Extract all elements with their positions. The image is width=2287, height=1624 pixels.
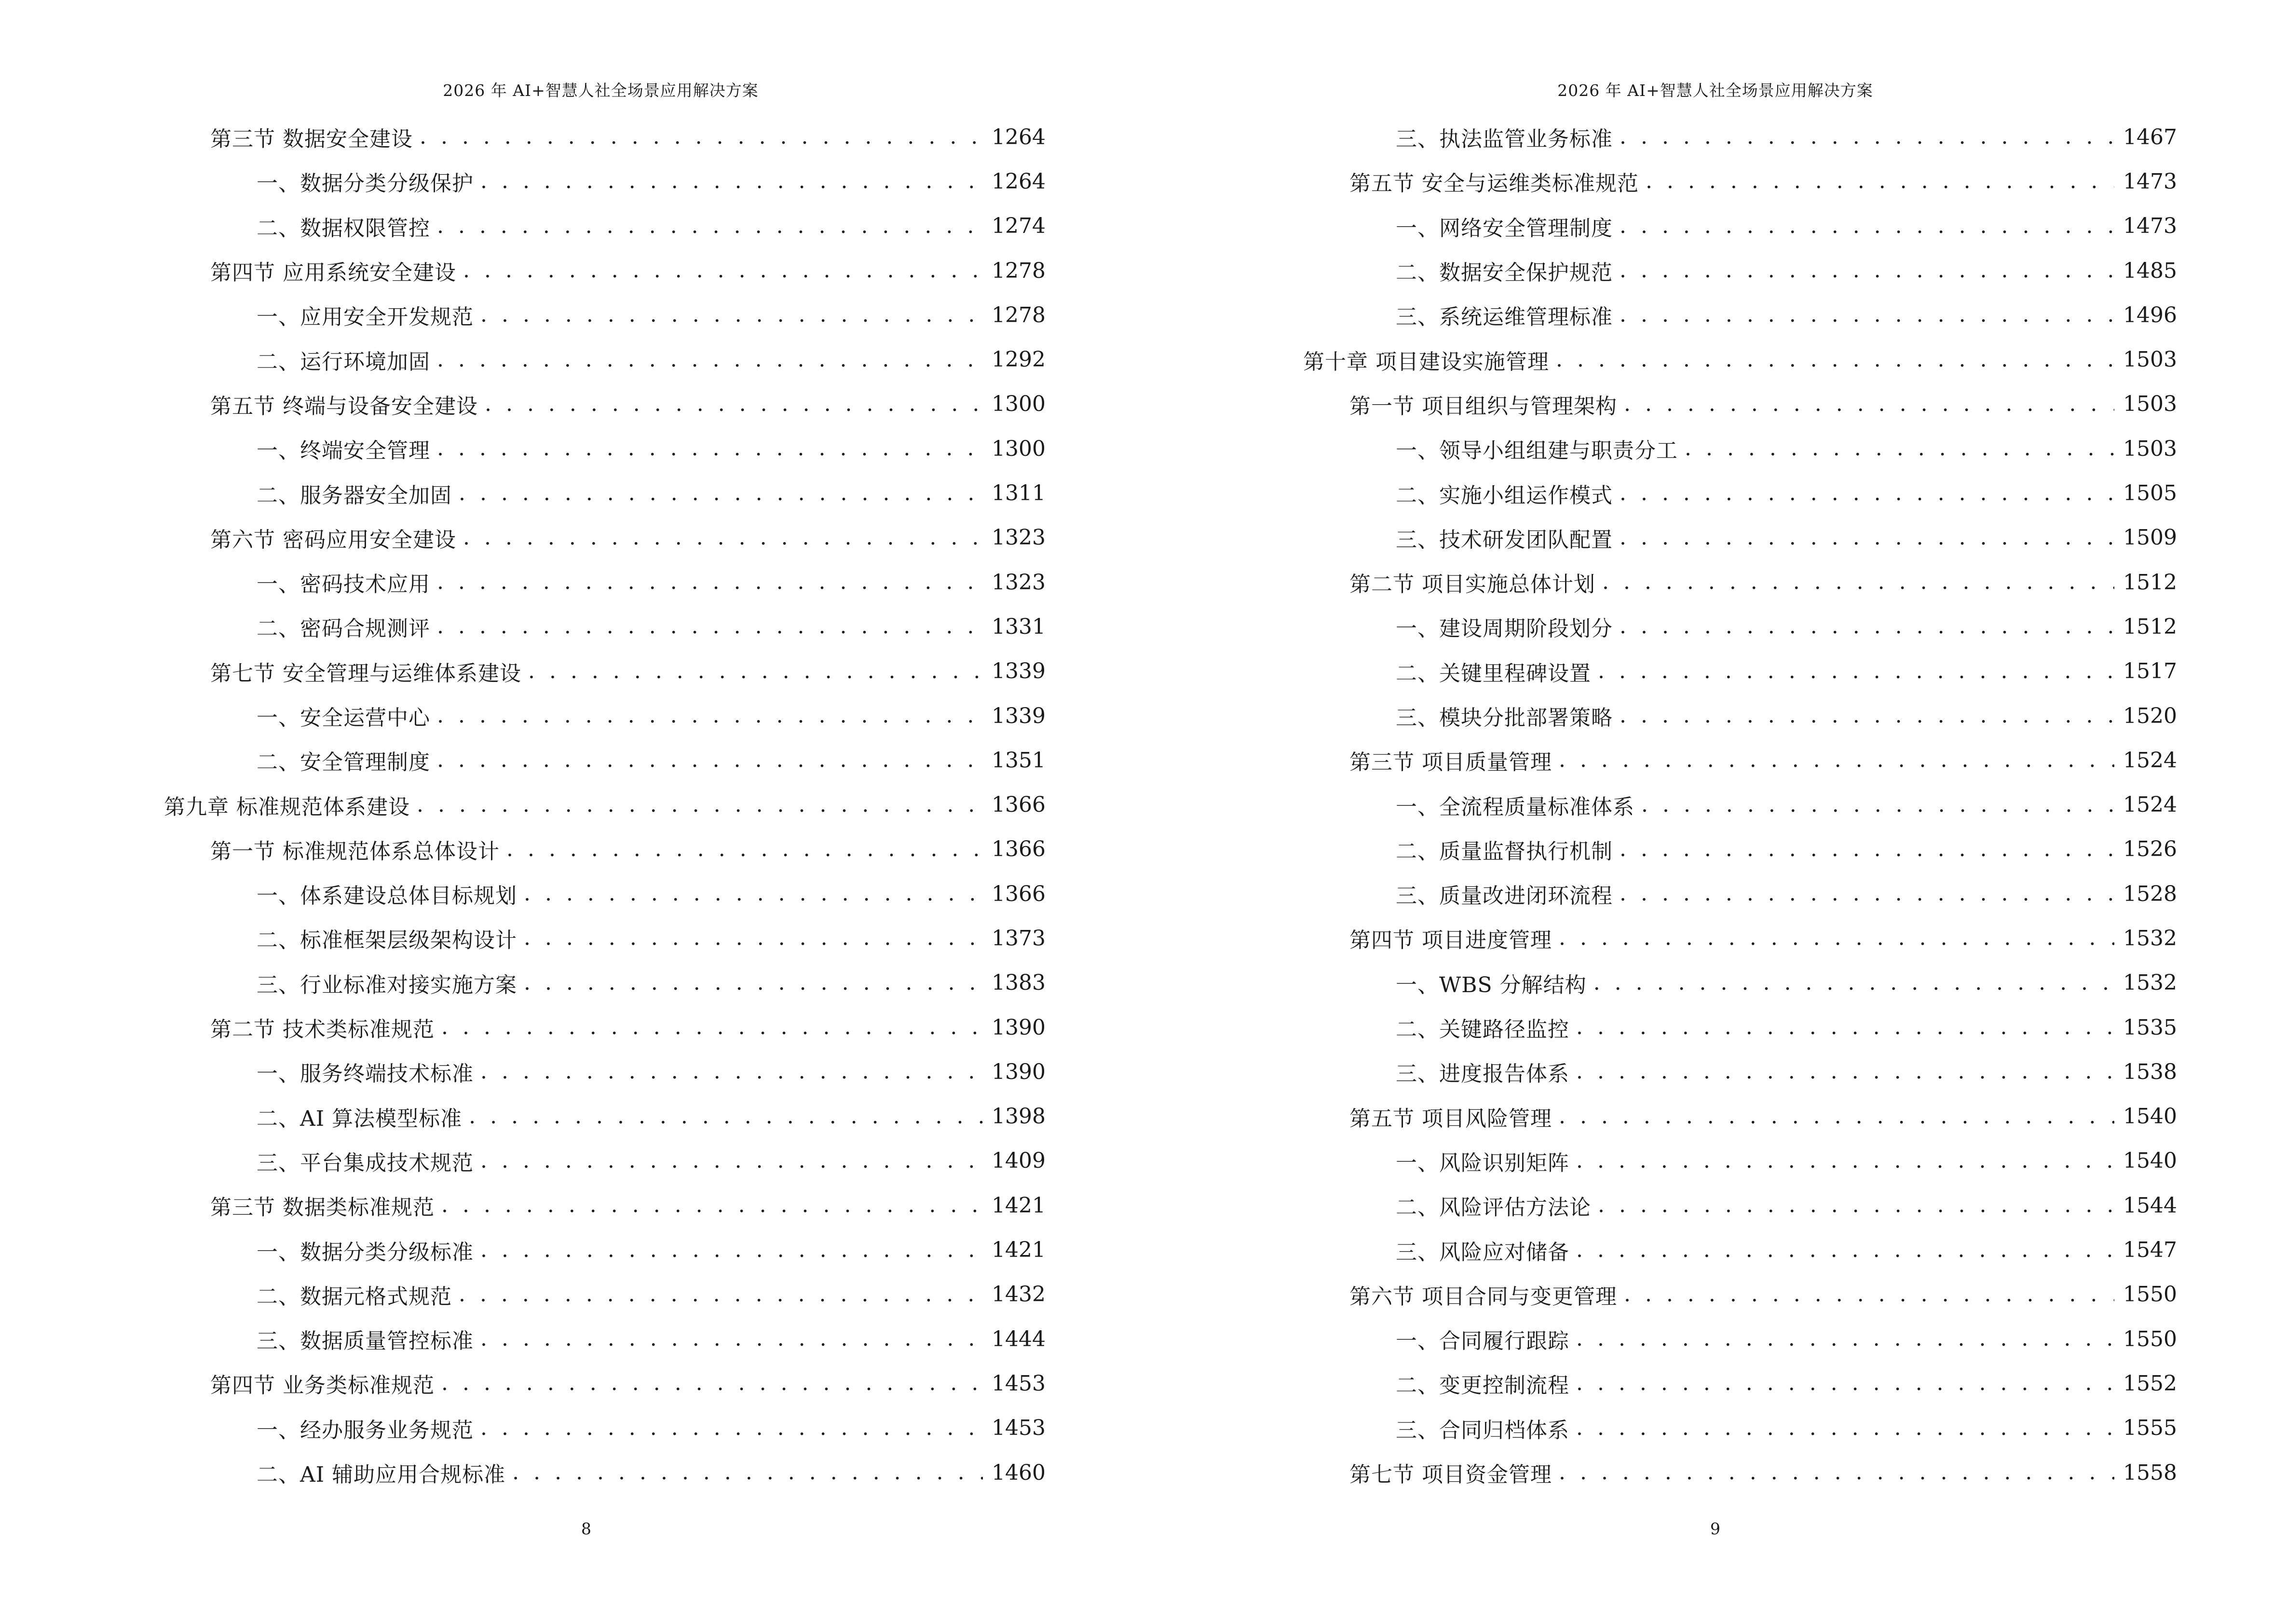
- dot-leader: [1559, 1462, 2114, 1483]
- toc-entry-page: 1323: [992, 525, 1046, 550]
- toc-entry-page: 1512: [2123, 570, 2177, 595]
- toc-entry-title: 一、密码技术应用: [257, 572, 430, 597]
- toc-entry-page: 1300: [992, 436, 1046, 461]
- toc-entry-title: 第四节 应用系统安全建设: [210, 260, 456, 286]
- toc-entry-item[interactable]: [164, 293, 1045, 337]
- toc-entry-section[interactable]: [164, 1005, 1045, 1050]
- toc-entry-title: 一、合同履行跟踪: [1396, 1329, 1569, 1354]
- toc-entry-item[interactable]: [164, 694, 1045, 738]
- toc-entry-section[interactable]: [1303, 1450, 2176, 1495]
- toc-entry-page: 1473: [2123, 214, 2177, 239]
- dot-leader: [1641, 794, 2114, 816]
- dot-leader: [480, 1418, 983, 1439]
- toc-entry-title: 一、服务终端技术标准: [257, 1062, 474, 1087]
- toc-entry-item[interactable]: [1303, 649, 2176, 694]
- dot-leader: [524, 883, 983, 904]
- toc-entry-item[interactable]: [1303, 1317, 2176, 1361]
- toc-entry-title: 第五节 终端与设备安全建设: [210, 394, 478, 419]
- dot-leader: [1559, 750, 2114, 771]
- toc-entry-page: 1512: [2123, 614, 2177, 639]
- dot-leader: [480, 1061, 983, 1082]
- toc-entry-title: 二、服务器安全加固: [257, 483, 452, 508]
- toc-entry-item[interactable]: [1303, 961, 2176, 1005]
- dot-leader: [463, 527, 983, 548]
- toc-entry-item[interactable]: [164, 1094, 1045, 1139]
- toc-entry-page: 1503: [2123, 436, 2177, 461]
- toc-entry-page: 1390: [992, 1059, 1046, 1084]
- toc-entry-page: 1311: [992, 481, 1046, 506]
- toc-entry-page: 1528: [2123, 881, 2177, 906]
- toc-entry-title: 一、应用安全开发规范: [257, 305, 474, 330]
- toc-entry-page: 1550: [2123, 1326, 2177, 1351]
- dot-leader: [1620, 260, 2114, 281]
- toc-entry-page: 1550: [2123, 1282, 2177, 1307]
- toc-entry-page: 1421: [992, 1238, 1046, 1263]
- toc-entry-title: 一、建设周期阶段划分: [1396, 616, 1613, 641]
- toc-entry-page: 1409: [992, 1148, 1046, 1174]
- toc-entry-title: 三、进度报告体系: [1396, 1062, 1569, 1087]
- dot-leader: [512, 1462, 983, 1483]
- dot-leader: [1556, 349, 2114, 370]
- toc-entry-item[interactable]: [164, 560, 1045, 604]
- toc-entry-title: 三、模块分批部署策略: [1396, 706, 1613, 730]
- dot-leader: [441, 1373, 983, 1394]
- toc-entry-page: 1351: [992, 748, 1046, 773]
- toc-entry-chapter[interactable]: [1303, 337, 2176, 382]
- toc-entry-item[interactable]: [1303, 782, 2176, 827]
- toc-entry-section[interactable]: [1303, 382, 2176, 426]
- toc-entry-section[interactable]: [164, 1183, 1045, 1228]
- toc-entry-item[interactable]: [164, 738, 1045, 782]
- dot-leader: [437, 616, 983, 637]
- toc-entry-title: 二、风险评估方法论: [1396, 1195, 1591, 1220]
- toc-entry-title: 三、技术研发团队配置: [1396, 527, 1613, 552]
- toc-entry-page: 1552: [2123, 1371, 2177, 1396]
- toc-entry-page: 1555: [2123, 1416, 2177, 1441]
- dot-leader: [1576, 1373, 2114, 1394]
- toc-entry-title: 三、风险应对储备: [1396, 1240, 1569, 1265]
- toc-entry-chapter[interactable]: [164, 782, 1045, 827]
- dot-leader: [441, 1195, 983, 1216]
- dot-leader: [1598, 1195, 2114, 1216]
- toc-entry-item[interactable]: [164, 1228, 1045, 1272]
- toc-entry-page: 1532: [2123, 970, 2177, 996]
- right-page: [1144, 0, 2287, 1624]
- toc-entry-page: 1339: [992, 659, 1046, 684]
- toc-entry-page: 1532: [2123, 926, 2177, 951]
- toc-entry-section[interactable]: [164, 649, 1045, 694]
- dot-leader: [437, 572, 983, 593]
- toc-entry-item[interactable]: [164, 1272, 1045, 1317]
- dot-leader: [1620, 126, 2114, 148]
- toc-entry-section[interactable]: [1303, 1272, 2176, 1317]
- toc-entry-section[interactable]: [164, 1361, 1045, 1406]
- toc-entry-title: 第六节 项目合同与变更管理: [1349, 1284, 1617, 1309]
- dot-leader: [1685, 438, 2114, 459]
- toc-entry-page: 1323: [992, 570, 1046, 595]
- table-of-contents: [1303, 115, 2177, 1488]
- dot-leader: [437, 705, 983, 726]
- toc-entry-title: 二、数据权限管控: [257, 216, 430, 241]
- toc-entry-page: 1366: [992, 837, 1046, 862]
- toc-entry-page: 1509: [2123, 525, 2177, 550]
- toc-entry-item[interactable]: [164, 1139, 1045, 1183]
- toc-entry-title: 三、平台集成技术规范: [257, 1150, 474, 1175]
- toc-entry-title: 二、关键路径监控: [1396, 1017, 1569, 1042]
- dot-leader: [1620, 304, 2114, 326]
- toc-entry-page: 1503: [2123, 392, 2177, 417]
- toc-entry-page: 1421: [992, 1193, 1046, 1218]
- toc-entry-title: 三、合同归档体系: [1396, 1418, 1569, 1443]
- toc-entry-page: 1473: [2123, 169, 2177, 194]
- dot-leader: [437, 216, 983, 237]
- toc-entry-title: 第四节 项目进度管理: [1349, 928, 1552, 953]
- toc-entry-title: 一、数据分类分级保护: [257, 171, 474, 196]
- toc-entry-item[interactable]: [164, 1450, 1045, 1495]
- dot-leader: [417, 794, 983, 816]
- toc-entry-page: 1524: [2123, 792, 2177, 818]
- dot-leader: [1576, 1150, 2114, 1172]
- toc-entry-section[interactable]: [1303, 738, 2176, 782]
- toc-entry-title: 二、实施小组运作模式: [1396, 483, 1613, 508]
- toc-entry-page: 1300: [992, 392, 1046, 417]
- toc-entry-section[interactable]: [1303, 560, 2176, 604]
- dot-leader: [469, 1106, 983, 1127]
- toc-entry-page: 1524: [2123, 748, 2177, 773]
- toc-entry-title: 三、质量改进闭环流程: [1396, 884, 1613, 909]
- toc-entry-item[interactable]: [164, 471, 1045, 515]
- toc-entry-page: 1558: [2123, 1460, 2177, 1485]
- toc-entry-page: 1453: [992, 1416, 1046, 1441]
- toc-entry-title: 一、网络安全管理制度: [1396, 216, 1613, 241]
- dot-leader: [1620, 839, 2114, 860]
- toc-entry-title: 三、执法监管业务标准: [1396, 127, 1613, 152]
- dot-leader: [437, 438, 983, 459]
- toc-entry-page: 1339: [992, 703, 1046, 728]
- toc-entry-item[interactable]: [1303, 293, 2176, 337]
- toc-entry-page: 1496: [2123, 302, 2177, 328]
- toc-entry-title: 二、运行环境加固: [257, 349, 430, 374]
- toc-entry-title: 三、系统运维管理标准: [1396, 305, 1613, 330]
- toc-entry-page: 1538: [2123, 1059, 2177, 1084]
- dot-leader: [1576, 1017, 2114, 1038]
- toc-entry-page: 1264: [992, 124, 1046, 150]
- toc-entry-page: 1274: [992, 214, 1046, 239]
- toc-entry-section[interactable]: [1303, 159, 2176, 204]
- dot-leader: [524, 928, 983, 949]
- toc-entry-title: 二、密码合规测评: [257, 616, 430, 641]
- toc-entry-page: 1331: [992, 614, 1046, 639]
- dot-leader: [1620, 216, 2114, 237]
- toc-entry-page: 1390: [992, 1015, 1046, 1040]
- toc-entry-section[interactable]: [164, 827, 1045, 872]
- toc-entry-page: 1366: [992, 881, 1046, 906]
- toc-entry-item[interactable]: [164, 604, 1045, 649]
- page-header: 2026 年 AI+智慧人社全场景应用解决方案: [443, 81, 759, 100]
- table-of-contents: [164, 115, 1046, 1488]
- toc-entry-item[interactable]: [1303, 471, 2176, 515]
- dot-leader: [441, 1017, 983, 1038]
- toc-entry-title: 一、领导小组组建与职责分工: [1396, 438, 1678, 464]
- dot-leader: [1624, 394, 2114, 415]
- toc-entry-page: 1278: [992, 258, 1046, 283]
- toc-entry-item[interactable]: [1303, 694, 2176, 738]
- toc-entry-page: 1544: [2123, 1193, 2177, 1218]
- toc-entry-title: 第十章 项目建设实施管理: [1303, 349, 1549, 374]
- dot-leader: [420, 126, 983, 148]
- toc-entry-item[interactable]: [1303, 1005, 2176, 1050]
- dot-leader: [1576, 1240, 2114, 1261]
- dot-leader: [1620, 883, 2114, 904]
- toc-entry-item[interactable]: [1303, 516, 2176, 560]
- toc-entry-page: 1383: [992, 970, 1046, 996]
- toc-entry-page: 1453: [992, 1371, 1046, 1396]
- dot-leader: [459, 1284, 983, 1305]
- toc-entry-item[interactable]: [164, 337, 1045, 382]
- toc-entry-title: 第九章 标准规范体系建设: [164, 794, 410, 819]
- dot-leader: [480, 1328, 983, 1350]
- toc-entry-item[interactable]: [164, 426, 1045, 471]
- toc-entry-page: 1432: [992, 1282, 1046, 1307]
- toc-entry-page: 1292: [992, 347, 1046, 372]
- toc-entry-item[interactable]: [1303, 604, 2176, 649]
- toc-entry-title: 一、体系建设总体目标规划: [257, 884, 517, 909]
- toc-entry-item[interactable]: [1303, 827, 2176, 872]
- toc-entry-title: 二、数据元格式规范: [257, 1284, 452, 1309]
- toc-entry-page: 1503: [2123, 347, 2177, 372]
- toc-entry-page: 1278: [992, 302, 1046, 328]
- dot-leader: [463, 260, 983, 281]
- toc-entry-title: 第一节 标准规范体系总体设计: [210, 839, 500, 864]
- toc-entry-page: 1547: [2123, 1238, 2177, 1263]
- dot-leader: [1576, 1418, 2114, 1439]
- dot-leader: [1620, 616, 2114, 637]
- toc-entry-page: 1444: [992, 1326, 1046, 1351]
- toc-entry-title: 二、关键里程碑设置: [1396, 661, 1591, 686]
- dot-leader: [1559, 928, 2114, 949]
- toc-entry-page: 1460: [992, 1460, 1046, 1485]
- toc-entry-page: 1520: [2123, 703, 2177, 728]
- dot-leader: [437, 349, 983, 370]
- toc-entry-page: 1517: [2123, 659, 2177, 684]
- dot-leader: [1602, 572, 2114, 593]
- toc-entry-title: 第二节 技术类标准规范: [210, 1017, 435, 1042]
- dot-leader: [1620, 527, 2114, 548]
- toc-entry-section[interactable]: [1303, 916, 2176, 960]
- toc-entry-item[interactable]: [1303, 248, 2176, 293]
- toc-entry-section[interactable]: [164, 115, 1045, 159]
- toc-entry-item[interactable]: [164, 961, 1045, 1005]
- page-number: 9: [1710, 1519, 1720, 1538]
- toc-entry-page: 1373: [992, 926, 1046, 951]
- toc-entry-title: 三、数据质量管控标准: [257, 1329, 474, 1354]
- toc-entry-title: 二、标准框架层级架构设计: [257, 928, 517, 953]
- toc-entry-title: 二、变更控制流程: [1396, 1373, 1569, 1398]
- toc-entry-title: 第七节 项目资金管理: [1349, 1462, 1552, 1488]
- toc-entry-title: 一、WBS 分解结构: [1396, 972, 1587, 997]
- toc-entry-item[interactable]: [1303, 426, 2176, 471]
- toc-entry-title: 一、风险识别矩阵: [1396, 1150, 1569, 1175]
- toc-entry-section[interactable]: [1303, 1094, 2176, 1139]
- toc-entry-title: 二、AI 算法模型标准: [257, 1106, 463, 1131]
- dot-leader: [524, 972, 983, 994]
- dot-leader: [1598, 661, 2114, 682]
- toc-entry-title: 一、终端安全管理: [257, 438, 430, 464]
- toc-entry-page: 1535: [2123, 1015, 2177, 1040]
- toc-entry-item[interactable]: [1303, 204, 2176, 248]
- toc-entry-title: 一、数据分类分级标准: [257, 1240, 474, 1265]
- toc-entry-title: 第五节 安全与运维类标准规范: [1349, 171, 1639, 196]
- dot-leader: [1593, 972, 2114, 994]
- dot-leader: [1646, 171, 2114, 192]
- toc-entry-title: 第七节 安全管理与运维体系建设: [210, 661, 521, 686]
- dot-leader: [480, 1150, 983, 1172]
- toc-entry-title: 一、全流程质量标准体系: [1396, 794, 1634, 819]
- dot-leader: [480, 171, 983, 192]
- dot-leader: [480, 304, 983, 326]
- dot-leader: [1624, 1284, 2114, 1305]
- toc-entry-page: 1485: [2123, 258, 2177, 283]
- dot-leader: [1620, 483, 2114, 504]
- page-number: 8: [581, 1519, 591, 1538]
- toc-entry-section[interactable]: [164, 248, 1045, 293]
- toc-entry-title: 第三节 数据类标准规范: [210, 1195, 435, 1220]
- toc-entry-item[interactable]: [164, 916, 1045, 960]
- toc-entry-title: 第一节 项目组织与管理架构: [1349, 394, 1617, 419]
- dot-leader: [528, 661, 983, 682]
- toc-entry-item[interactable]: [164, 872, 1045, 916]
- toc-entry-page: 1467: [2123, 124, 2177, 150]
- toc-entry-item[interactable]: [1303, 1361, 2176, 1406]
- toc-entry-item[interactable]: [1303, 1183, 2176, 1228]
- toc-entry-item[interactable]: [1303, 1406, 2176, 1450]
- toc-entry-item[interactable]: [164, 204, 1045, 248]
- toc-entry-item[interactable]: [164, 1050, 1045, 1094]
- dot-leader: [480, 1240, 983, 1261]
- toc-entry-title: 二、质量监督执行机制: [1396, 839, 1613, 864]
- toc-entry-section[interactable]: [164, 382, 1045, 426]
- toc-entry-item[interactable]: [164, 1317, 1045, 1361]
- toc-entry-page: 1264: [992, 169, 1046, 194]
- dot-leader: [485, 394, 983, 415]
- toc-entry-page: 1398: [992, 1104, 1046, 1129]
- toc-entry-item[interactable]: [1303, 1228, 2176, 1272]
- toc-entry-item[interactable]: [164, 1406, 1045, 1450]
- dot-leader: [459, 483, 983, 504]
- toc-entry-item[interactable]: [1303, 1050, 2176, 1094]
- toc-entry-title: 二、AI 辅助应用合规标准: [257, 1462, 506, 1488]
- toc-entry-item[interactable]: [1303, 115, 2176, 159]
- toc-entry-page: 1366: [992, 792, 1046, 818]
- toc-entry-page: 1540: [2123, 1148, 2177, 1174]
- toc-entry-title: 一、经办服务业务规范: [257, 1418, 474, 1443]
- toc-entry-title: 第五节 项目风险管理: [1349, 1106, 1552, 1131]
- toc-entry-title: 第三节 数据安全建设: [210, 127, 413, 152]
- dot-leader: [1620, 705, 2114, 726]
- toc-entry-page: 1526: [2123, 837, 2177, 862]
- toc-entry-title: 第六节 密码应用安全建设: [210, 527, 456, 552]
- toc-entry-item[interactable]: [164, 159, 1045, 204]
- toc-entry-title: 第三节 项目质量管理: [1349, 750, 1552, 775]
- toc-entry-title: 三、行业标准对接实施方案: [257, 972, 517, 997]
- dot-leader: [1576, 1328, 2114, 1350]
- toc-entry-page: 1540: [2123, 1104, 2177, 1129]
- page-header: 2026 年 AI+智慧人社全场景应用解决方案: [1557, 81, 1873, 100]
- dot-leader: [1559, 1106, 2114, 1127]
- dot-leader: [1576, 1061, 2114, 1082]
- toc-entry-title: 二、数据安全保护规范: [1396, 260, 1613, 286]
- dot-leader: [506, 839, 983, 860]
- toc-entry-title: 第四节 业务类标准规范: [210, 1373, 435, 1398]
- toc-entry-title: 第二节 项目实施总体计划: [1349, 572, 1595, 597]
- toc-entry-section[interactable]: [164, 516, 1045, 560]
- toc-entry-item[interactable]: [1303, 1139, 2176, 1183]
- toc-entry-item[interactable]: [1303, 872, 2176, 916]
- toc-entry-title: 一、安全运营中心: [257, 706, 430, 730]
- dot-leader: [437, 750, 983, 771]
- toc-entry-title: 二、安全管理制度: [257, 750, 430, 775]
- toc-entry-page: 1505: [2123, 481, 2177, 506]
